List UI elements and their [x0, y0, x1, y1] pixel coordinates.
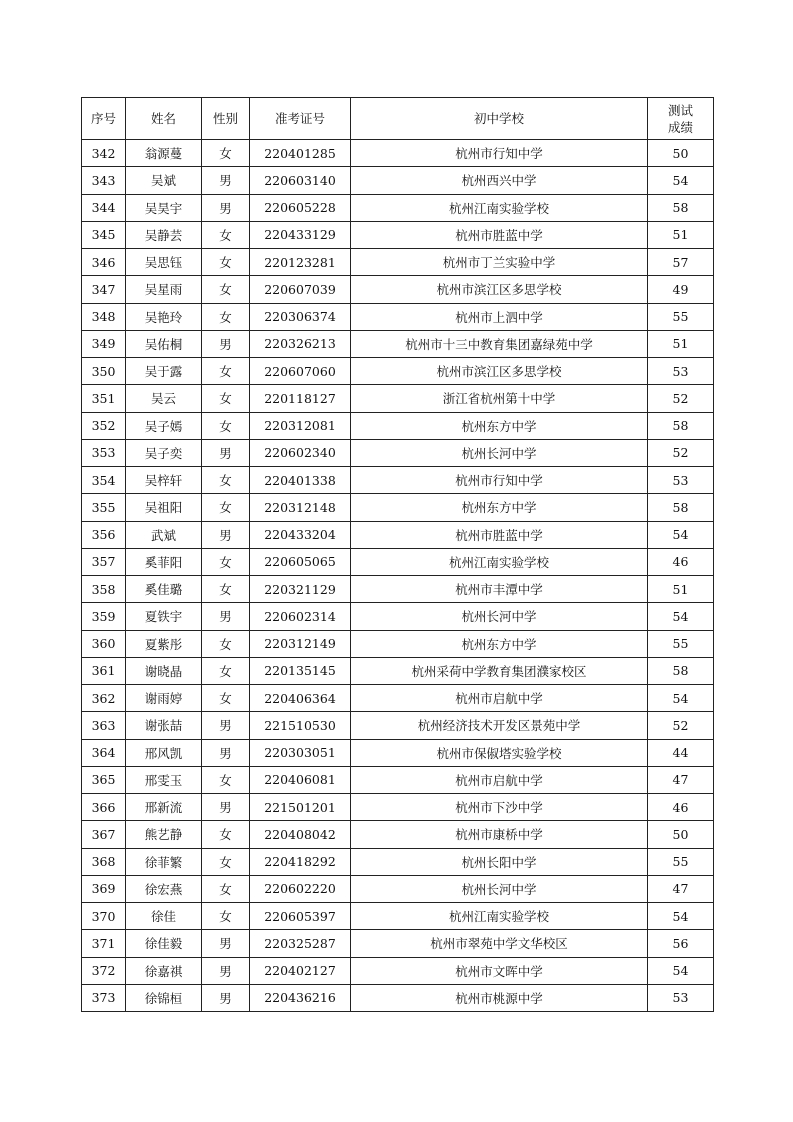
cell-gender: 女: [202, 903, 250, 930]
cell-middle-school: 杭州市滨江区多思学校: [351, 276, 648, 303]
cell-name: 邢新流: [126, 794, 202, 821]
cell-gender: 女: [202, 249, 250, 276]
cell-gender: 女: [202, 821, 250, 848]
cell-gender: 女: [202, 221, 250, 248]
table-row: [82, 494, 714, 521]
table-row: [82, 548, 714, 575]
cell-middle-school: 杭州东方中学: [351, 494, 648, 521]
table-row: [82, 984, 714, 1011]
cell-gender: 女: [202, 766, 250, 793]
cell-score: 54: [648, 603, 714, 630]
table-row: [82, 576, 714, 603]
cell-gender: 男: [202, 194, 250, 221]
table-row: [82, 330, 714, 357]
cell-no: 358: [82, 576, 126, 603]
cell-gender: 女: [202, 467, 250, 494]
table-row: [82, 821, 714, 848]
table-row: [82, 712, 714, 739]
cell-gender: 女: [202, 358, 250, 385]
cell-no: 366: [82, 794, 126, 821]
cell-no: 352: [82, 412, 126, 439]
cell-ticket-number: 220325287: [250, 930, 351, 957]
score-table: [81, 97, 714, 1012]
cell-no: 351: [82, 385, 126, 412]
cell-middle-school: 浙江省杭州第十中学: [351, 385, 648, 412]
cell-name: 夏铁宇: [126, 603, 202, 630]
table-row: [82, 739, 714, 766]
table-row: [82, 140, 714, 167]
table-row: [82, 467, 714, 494]
cell-score: 52: [648, 439, 714, 466]
cell-gender: 女: [202, 494, 250, 521]
cell-score: 53: [648, 984, 714, 1011]
cell-middle-school: 杭州市翠苑中学文华校区: [351, 930, 648, 957]
table-row: [82, 875, 714, 902]
cell-middle-school: 杭州经济技术开发区景苑中学: [351, 712, 648, 739]
cell-gender: 女: [202, 412, 250, 439]
header-no: 序号: [82, 98, 126, 140]
cell-no: 373: [82, 984, 126, 1011]
cell-score: 54: [648, 521, 714, 548]
cell-middle-school: 杭州东方中学: [351, 630, 648, 657]
cell-no: 343: [82, 167, 126, 194]
cell-score: 50: [648, 821, 714, 848]
cell-name: 吴静芸: [126, 221, 202, 248]
cell-no: 359: [82, 603, 126, 630]
cell-middle-school: 杭州西兴中学: [351, 167, 648, 194]
cell-middle-school: 杭州市丰潭中学: [351, 576, 648, 603]
cell-name: 徐锦桓: [126, 984, 202, 1011]
cell-ticket-number: 220312081: [250, 412, 351, 439]
table-row: [82, 957, 714, 984]
cell-middle-school: 杭州市康桥中学: [351, 821, 648, 848]
cell-score: 47: [648, 875, 714, 902]
cell-ticket-number: 220602314: [250, 603, 351, 630]
cell-name: 武斌: [126, 521, 202, 548]
cell-ticket-number: 220303051: [250, 739, 351, 766]
cell-ticket-number: 220306374: [250, 303, 351, 330]
cell-middle-school: 杭州江南实验学校: [351, 194, 648, 221]
cell-gender: 女: [202, 657, 250, 684]
cell-name: 徐佳: [126, 903, 202, 930]
cell-ticket-number: 221501201: [250, 794, 351, 821]
cell-gender: 男: [202, 930, 250, 957]
cell-ticket-number: 220321129: [250, 576, 351, 603]
cell-name: 夏紫彤: [126, 630, 202, 657]
cell-score: 58: [648, 194, 714, 221]
cell-gender: 女: [202, 630, 250, 657]
cell-score: 47: [648, 766, 714, 793]
cell-no: 350: [82, 358, 126, 385]
cell-name: 吴佑桐: [126, 330, 202, 357]
table-row: [82, 903, 714, 930]
cell-name: 吴子奕: [126, 439, 202, 466]
cell-middle-school: 杭州市启航中学: [351, 766, 648, 793]
table-row: [82, 930, 714, 957]
cell-ticket-number: 220406081: [250, 766, 351, 793]
cell-score: 55: [648, 303, 714, 330]
table-row: [82, 221, 714, 248]
cell-middle-school: 杭州长河中学: [351, 603, 648, 630]
cell-no: 356: [82, 521, 126, 548]
cell-gender: 女: [202, 548, 250, 575]
table-row: [82, 303, 714, 330]
cell-gender: 女: [202, 276, 250, 303]
cell-ticket-number: 220607060: [250, 358, 351, 385]
cell-gender: 女: [202, 848, 250, 875]
cell-score: 57: [648, 249, 714, 276]
cell-ticket-number: 220406364: [250, 685, 351, 712]
cell-no: 357: [82, 548, 126, 575]
cell-middle-school: 杭州市十三中教育集团嘉绿苑中学: [351, 330, 648, 357]
cell-middle-school: 杭州长河中学: [351, 875, 648, 902]
cell-middle-school: 杭州市保俶塔实验学校: [351, 739, 648, 766]
cell-name: 奚菲阳: [126, 548, 202, 575]
cell-score: 54: [648, 167, 714, 194]
cell-ticket-number: 220433129: [250, 221, 351, 248]
cell-no: 372: [82, 957, 126, 984]
cell-middle-school: 杭州市行知中学: [351, 140, 648, 167]
table-row: [82, 630, 714, 657]
cell-name: 吴梓轩: [126, 467, 202, 494]
table-row: [82, 249, 714, 276]
cell-score: 55: [648, 848, 714, 875]
cell-no: 348: [82, 303, 126, 330]
cell-ticket-number: 220326213: [250, 330, 351, 357]
cell-gender: 男: [202, 794, 250, 821]
cell-no: 370: [82, 903, 126, 930]
cell-middle-school: 杭州市滨江区多思学校: [351, 358, 648, 385]
cell-ticket-number: 220602220: [250, 875, 351, 902]
cell-middle-school: 杭州江南实验学校: [351, 548, 648, 575]
table-row: [82, 385, 714, 412]
cell-middle-school: 杭州市丁兰实验中学: [351, 249, 648, 276]
cell-name: 谢雨婷: [126, 685, 202, 712]
cell-ticket-number: 220607039: [250, 276, 351, 303]
cell-gender: 男: [202, 330, 250, 357]
header-score-line2: 成绩: [667, 119, 693, 135]
cell-ticket-number: 220312149: [250, 630, 351, 657]
cell-ticket-number: 220408042: [250, 821, 351, 848]
cell-ticket-number: 220436216: [250, 984, 351, 1011]
cell-middle-school: 杭州江南实验学校: [351, 903, 648, 930]
cell-no: 364: [82, 739, 126, 766]
table-header: [82, 98, 714, 140]
table-row: [82, 657, 714, 684]
header-score: [648, 98, 714, 140]
cell-name: 熊艺静: [126, 821, 202, 848]
cell-name: 谢晓晶: [126, 657, 202, 684]
cell-name: 邢雯玉: [126, 766, 202, 793]
cell-name: 徐宏燕: [126, 875, 202, 902]
cell-no: 367: [82, 821, 126, 848]
cell-score: 52: [648, 712, 714, 739]
table-row: [82, 685, 714, 712]
cell-no: 365: [82, 766, 126, 793]
cell-gender: 女: [202, 875, 250, 902]
cell-name: 吴于露: [126, 358, 202, 385]
cell-ticket-number: 220401285: [250, 140, 351, 167]
cell-ticket-number: 220605228: [250, 194, 351, 221]
cell-name: 翁源蔓: [126, 140, 202, 167]
cell-score: 53: [648, 467, 714, 494]
cell-no: 353: [82, 439, 126, 466]
cell-score: 58: [648, 494, 714, 521]
table-row: [82, 603, 714, 630]
header-ticket-number: 准考证号: [250, 98, 351, 140]
cell-gender: 男: [202, 439, 250, 466]
cell-no: 363: [82, 712, 126, 739]
cell-no: 346: [82, 249, 126, 276]
cell-score: 55: [648, 630, 714, 657]
cell-middle-school: 杭州东方中学: [351, 412, 648, 439]
cell-no: 354: [82, 467, 126, 494]
cell-middle-school: 杭州市胜蓝中学: [351, 221, 648, 248]
cell-name: 吴斌: [126, 167, 202, 194]
cell-name: 谢张喆: [126, 712, 202, 739]
header-row: [82, 98, 714, 140]
cell-score: 52: [648, 385, 714, 412]
table-row: [82, 521, 714, 548]
cell-no: 362: [82, 685, 126, 712]
cell-score: 50: [648, 140, 714, 167]
cell-name: 奚佳璐: [126, 576, 202, 603]
cell-name: 吴子嫣: [126, 412, 202, 439]
cell-gender: 女: [202, 303, 250, 330]
cell-ticket-number: 220402127: [250, 957, 351, 984]
cell-gender: 男: [202, 984, 250, 1011]
cell-name: 吴艳玲: [126, 303, 202, 330]
cell-middle-school: 杭州市上泗中学: [351, 303, 648, 330]
cell-ticket-number: 220605065: [250, 548, 351, 575]
cell-no: 345: [82, 221, 126, 248]
cell-ticket-number: 220418292: [250, 848, 351, 875]
cell-name: 徐菲繁: [126, 848, 202, 875]
table-row: [82, 358, 714, 385]
cell-gender: 男: [202, 167, 250, 194]
cell-score: 51: [648, 221, 714, 248]
cell-score: 49: [648, 276, 714, 303]
cell-ticket-number: 220603140: [250, 167, 351, 194]
cell-middle-school: 杭州市启航中学: [351, 685, 648, 712]
cell-no: 368: [82, 848, 126, 875]
cell-no: 360: [82, 630, 126, 657]
cell-ticket-number: 221510530: [250, 712, 351, 739]
cell-no: 361: [82, 657, 126, 684]
cell-no: 344: [82, 194, 126, 221]
cell-score: 51: [648, 330, 714, 357]
cell-score: 53: [648, 358, 714, 385]
cell-no: 371: [82, 930, 126, 957]
table-row: [82, 439, 714, 466]
cell-name: 吴祖阳: [126, 494, 202, 521]
cell-gender: 女: [202, 576, 250, 603]
cell-gender: 女: [202, 385, 250, 412]
cell-score: 46: [648, 548, 714, 575]
cell-score: 51: [648, 576, 714, 603]
header-middle-school: 初中学校: [351, 98, 648, 140]
cell-ticket-number: 220433204: [250, 521, 351, 548]
cell-no: 347: [82, 276, 126, 303]
table-row: [82, 167, 714, 194]
cell-name: 吴星雨: [126, 276, 202, 303]
cell-ticket-number: 220602340: [250, 439, 351, 466]
cell-gender: 女: [202, 685, 250, 712]
header-score-line1: 测试: [667, 102, 693, 118]
table-row: [82, 194, 714, 221]
cell-ticket-number: 220135145: [250, 657, 351, 684]
cell-gender: 女: [202, 140, 250, 167]
table-row: [82, 412, 714, 439]
table-row: [82, 276, 714, 303]
cell-name: 徐佳毅: [126, 930, 202, 957]
cell-score: 58: [648, 412, 714, 439]
cell-no: 349: [82, 330, 126, 357]
cell-middle-school: 杭州长河中学: [351, 439, 648, 466]
cell-score: 56: [648, 930, 714, 957]
cell-middle-school: 杭州采荷中学教育集团濮家校区: [351, 657, 648, 684]
header-gender: 性别: [202, 98, 250, 140]
cell-middle-school: 杭州市下沙中学: [351, 794, 648, 821]
cell-name: 吴云: [126, 385, 202, 412]
table-row: [82, 794, 714, 821]
cell-ticket-number: 220605397: [250, 903, 351, 930]
cell-ticket-number: 220123281: [250, 249, 351, 276]
cell-middle-school: 杭州市胜蓝中学: [351, 521, 648, 548]
cell-name: 吴思钰: [126, 249, 202, 276]
cell-middle-school: 杭州长阳中学: [351, 848, 648, 875]
cell-ticket-number: 220312148: [250, 494, 351, 521]
cell-gender: 男: [202, 603, 250, 630]
table-row: [82, 766, 714, 793]
cell-middle-school: 杭州市行知中学: [351, 467, 648, 494]
cell-gender: 男: [202, 957, 250, 984]
cell-middle-school: 杭州市文晖中学: [351, 957, 648, 984]
header-name: 姓名: [126, 98, 202, 140]
cell-ticket-number: 220401338: [250, 467, 351, 494]
cell-score: 54: [648, 903, 714, 930]
cell-ticket-number: 220118127: [250, 385, 351, 412]
table-row: [82, 848, 714, 875]
cell-score: 58: [648, 657, 714, 684]
cell-gender: 男: [202, 712, 250, 739]
cell-score: 54: [648, 957, 714, 984]
table-body: [82, 140, 714, 1012]
cell-no: 369: [82, 875, 126, 902]
cell-no: 355: [82, 494, 126, 521]
cell-gender: 男: [202, 739, 250, 766]
cell-score: 46: [648, 794, 714, 821]
cell-name: 邢风凯: [126, 739, 202, 766]
cell-name: 吴昊宇: [126, 194, 202, 221]
cell-score: 54: [648, 685, 714, 712]
cell-middle-school: 杭州市桃源中学: [351, 984, 648, 1011]
cell-name: 徐嘉祺: [126, 957, 202, 984]
cell-score: 44: [648, 739, 714, 766]
cell-gender: 男: [202, 521, 250, 548]
cell-no: 342: [82, 140, 126, 167]
